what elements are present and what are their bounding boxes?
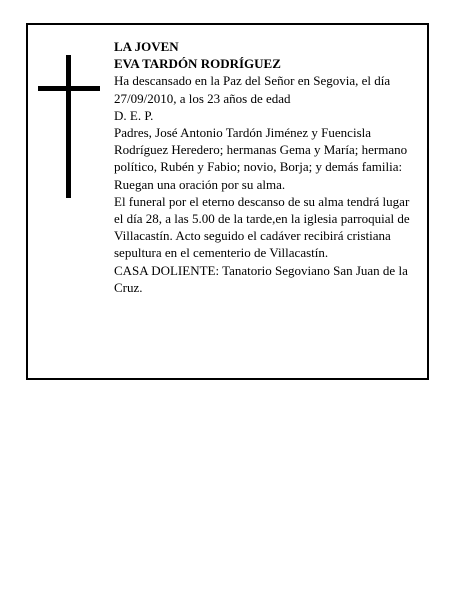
cross-icon <box>38 55 100 198</box>
family-text: Padres, José Antonio Tardón Jiménez y Fuencisla Rodríguez Heredero; hermanas Gema y María; hermano político, Rubén y Fabio; novio, Borja; y demás familia: <box>114 125 408 175</box>
deceased-name: EVA TARDÓN RODRÍGUEZ <box>114 56 281 72</box>
funeral-text: El funeral por el eterno descanso de su alma tendrá lugar el día 28, a las 5.00 de la tarde,en la iglesia parroquial de Villacastín. Acto seguido el cadáver recibirá cristiana sepultura en el cementerio de Villacastín. <box>114 193 410 261</box>
death-notice-text: Ha descansado en la Paz del Señor en Segovia, el día 27/09/2010, a los 23 años de edad <box>114 73 391 106</box>
prayer-text: Ruegan una oración por su alma. <box>114 176 286 192</box>
cross-horizontal-bar <box>38 86 100 91</box>
mourning-house-text: CASA DOLIENTE: Tanatorio Segoviano San Juan de la Cruz. <box>114 262 408 295</box>
rip-text: D. E. P. <box>114 107 154 123</box>
cross-vertical-bar <box>66 55 71 198</box>
notice-text-block <box>114 38 419 296</box>
obituary-notice <box>26 23 429 380</box>
notice-heading-line1: LA JOVEN <box>114 39 179 54</box>
